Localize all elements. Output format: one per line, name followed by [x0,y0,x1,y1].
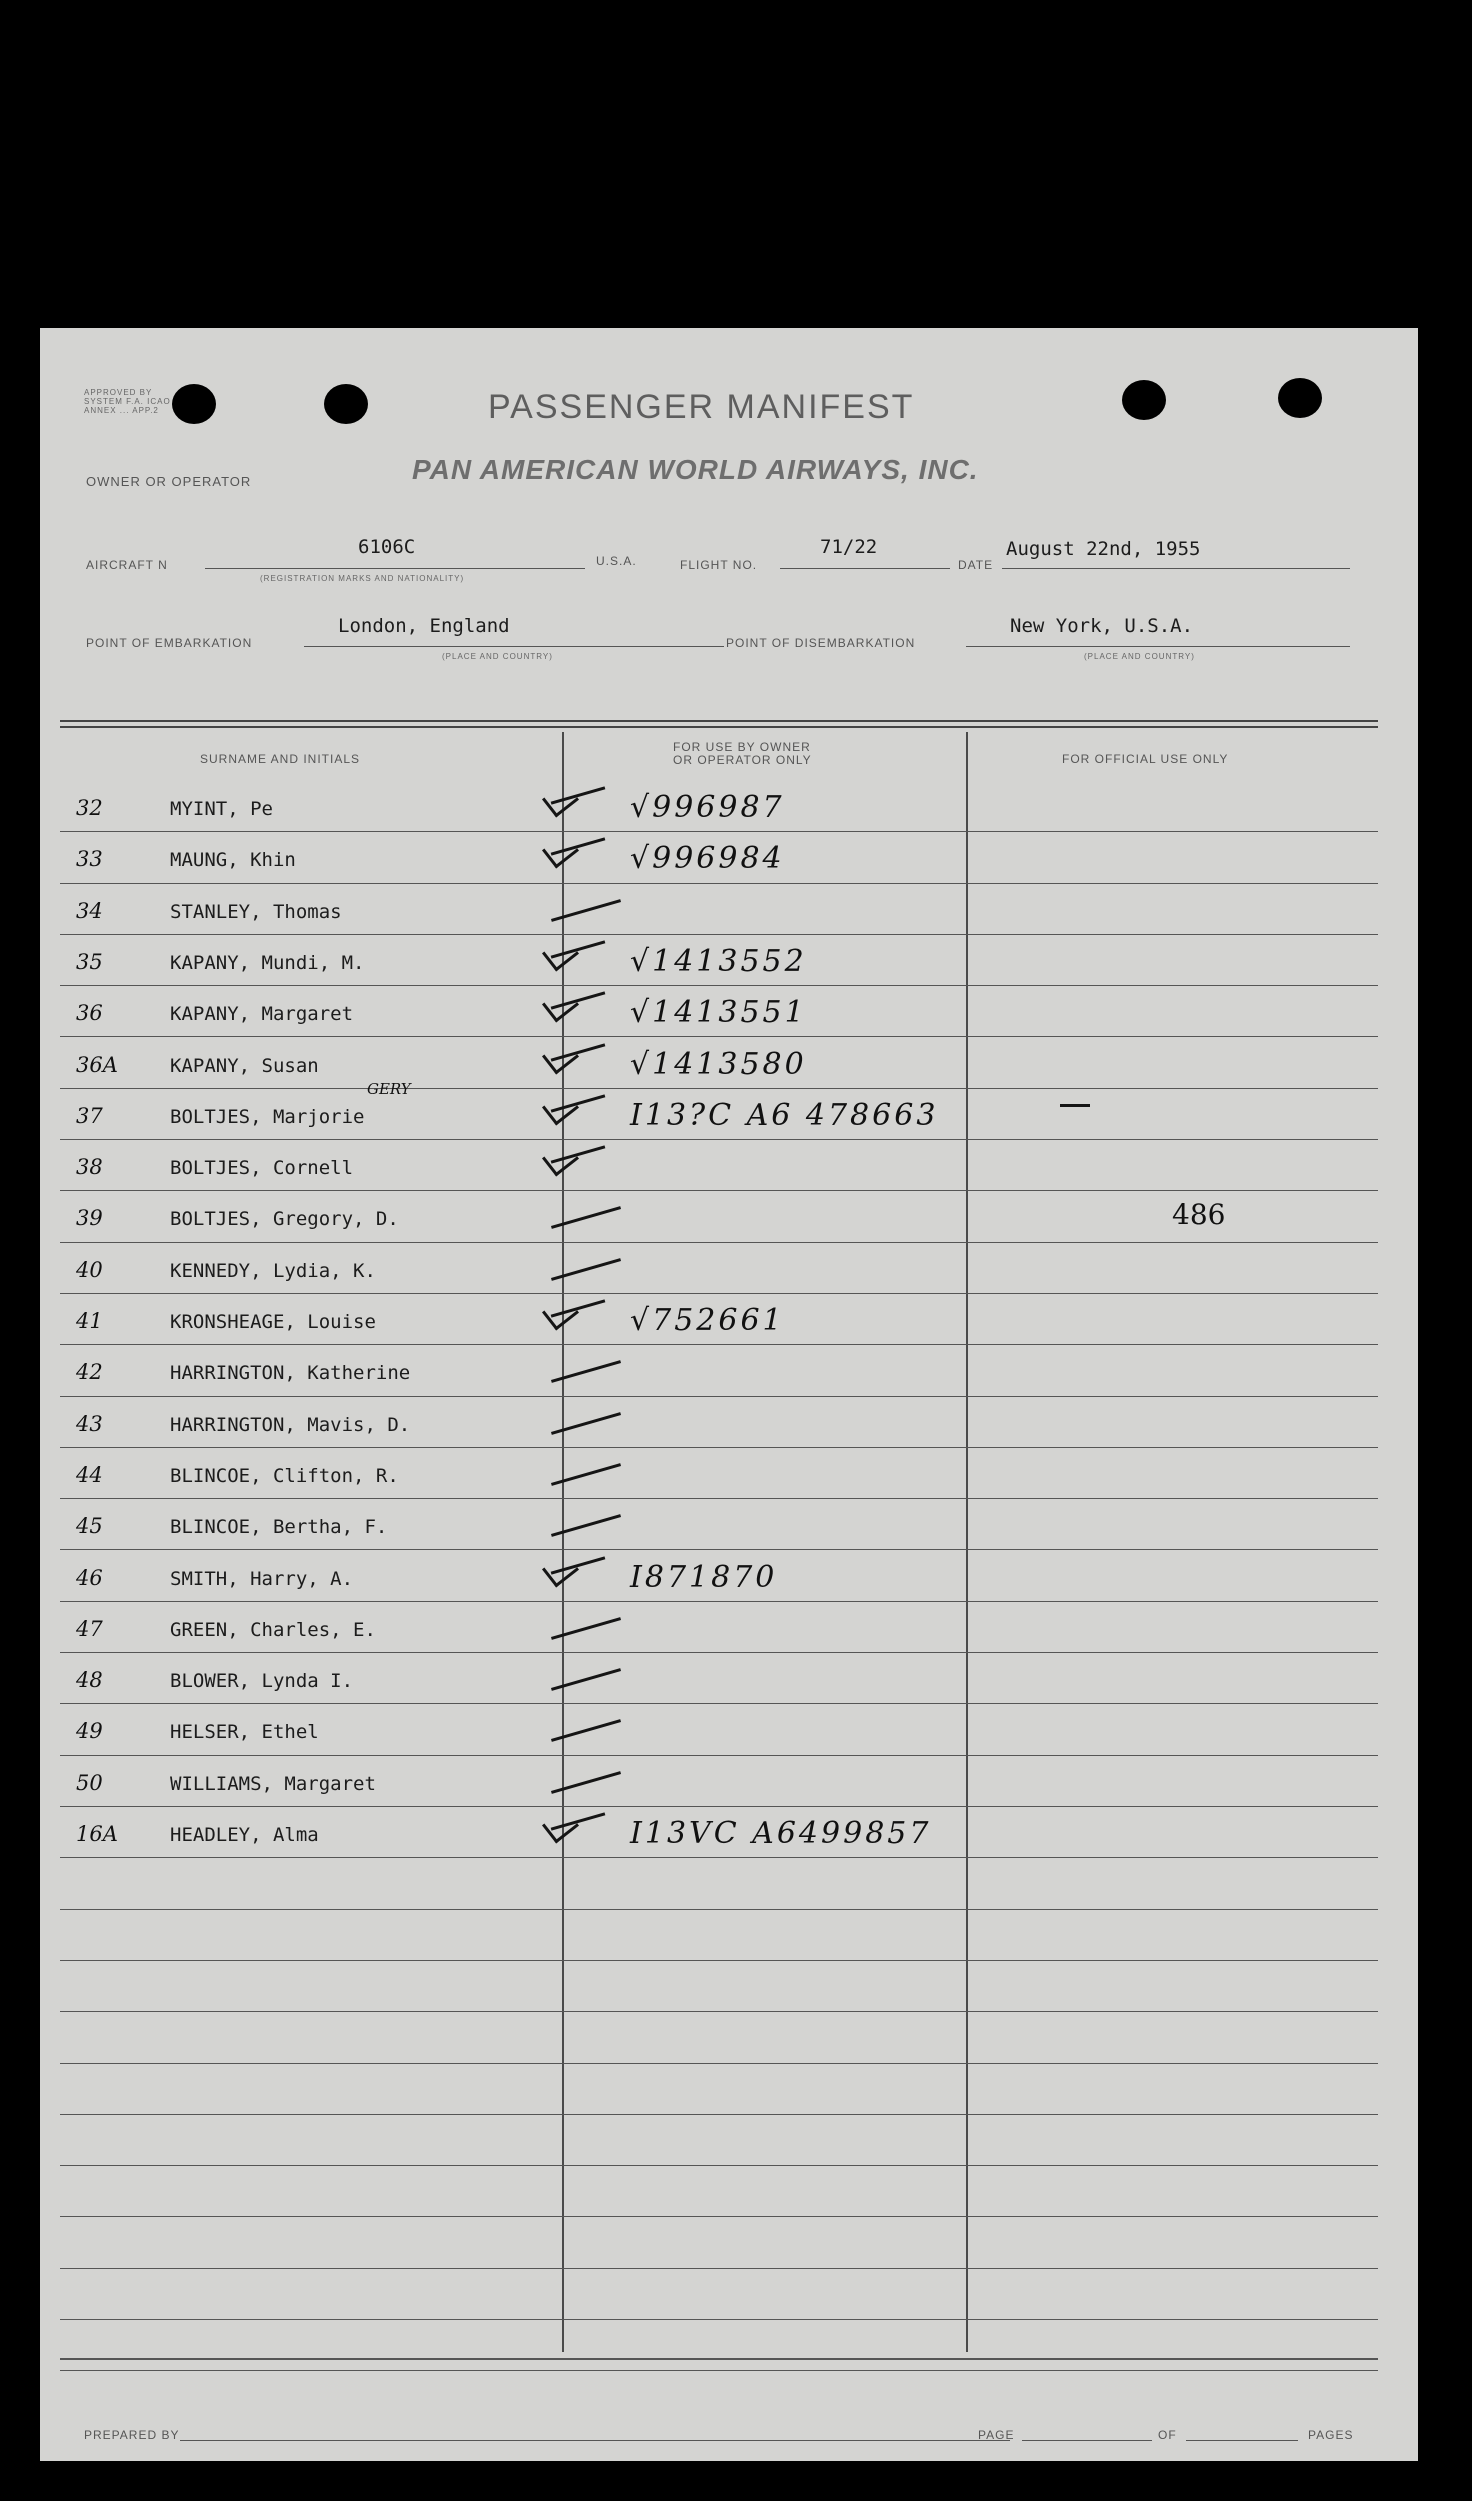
empty-row-rule [60,2063,1378,2064]
passenger-name: KAPANY, Margaret [170,1003,354,1026]
empty-row-rule [60,2114,1378,2115]
empty-row-rule [60,2165,1378,2166]
page-label: PAGE [978,2428,1015,2442]
passenger-name: HARRINGTON, Mavis, D. [170,1413,411,1436]
passenger-name: BLOWER, Lynda I. [170,1670,354,1693]
pen-dash [551,1617,621,1640]
row-rule [60,1139,1378,1140]
pen-dash [551,1360,621,1383]
column-header-official: FOR OFFICIAL USE ONLY [1062,752,1229,766]
pen-dash [551,1207,621,1230]
table-row [40,936,1418,987]
row-rule [60,1190,1378,1191]
row-number: 49 [76,1719,103,1744]
row-number: 38 [76,1155,103,1180]
table-row [40,1346,1418,1397]
official-note: 486 [1172,1198,1226,1232]
empty-row-rule [60,2216,1378,2217]
document-number: √752661 [630,1303,785,1338]
passenger-name: MAUNG, Khin [170,849,296,872]
table-row [40,1090,1418,1141]
row-number: 42 [76,1360,103,1385]
row-rule [60,1036,1378,1037]
document-number: √1413551 [630,995,807,1031]
table-row [40,1192,1418,1243]
row-number: 44 [76,1462,103,1487]
passenger-name: HARRINGTON, Katherine [170,1362,411,1385]
table-row [40,987,1418,1038]
row-rule [60,1396,1378,1397]
passenger-name: MYINT, Pe [170,798,273,820]
handwritten-annotation: GERY [367,1080,411,1098]
row-rule [60,1806,1378,1807]
owner-name: PAN AMERICAN WORLD AIRWAYS, INC. [412,454,979,485]
row-number: 36 [76,1001,103,1026]
table-row [40,1244,1418,1295]
row-rule [60,985,1378,986]
date-value: August 22nd, 1955 [1006,538,1201,560]
passenger-name: KAPANY, Mundi, M. [170,951,365,974]
document-number: √996987 [630,790,785,825]
prepared-by-label: PREPARED BY [84,2428,180,2442]
pen-dash [551,1412,621,1435]
row-number: 45 [76,1514,103,1539]
underline [1022,2440,1152,2441]
passenger-name: BOLTJES, Marjorie [170,1105,365,1128]
passenger-name: BOLTJES, Cornell [170,1157,354,1180]
passenger-name: KAPANY, Susan [170,1054,319,1077]
row-rule [60,1242,1378,1243]
approval-note: APPROVED BY SYSTEM F.A. ICAO ANNEX ... APP.2 [84,388,171,415]
pen-dash [551,1720,621,1743]
passenger-name: HELSER, Ethel [170,1721,319,1744]
passenger-name: BLINCOE, Bertha, F. [170,1516,388,1539]
document-number: I871870 [630,1559,778,1595]
table-row [40,1808,1418,1859]
pen-dash [551,1514,621,1537]
table-row [40,885,1418,936]
embarkation-value: London, England [338,615,510,637]
punch-hole [172,384,216,424]
punch-hole [1122,380,1166,420]
underline [304,646,724,647]
table-row [40,1039,1418,1090]
underline [1186,2440,1298,2441]
row-number: 41 [76,1309,103,1333]
punch-hole [324,384,368,424]
table-row [40,1654,1418,1705]
row-number: 46 [76,1565,103,1590]
pen-dash [551,1771,621,1794]
passenger-name: STANLEY, Thomas [170,900,342,923]
row-number: 39 [76,1206,103,1231]
empty-row-rule [60,1960,1378,1961]
passenger-name: BLINCOE, Clifton, R. [170,1464,399,1487]
document-number: √1413580 [630,1046,807,1082]
row-number: 40 [76,1257,103,1282]
disembarkation-value: New York, U.S.A. [1010,615,1194,637]
table-row [40,1398,1418,1449]
passenger-name: HEADLEY, Alma [170,1824,319,1846]
row-rule [60,883,1378,884]
row-rule [60,1652,1378,1653]
table-row [40,833,1418,884]
row-rule [60,1344,1378,1345]
table-row [40,1295,1418,1346]
row-rule [60,1088,1378,1089]
underline [205,568,585,569]
pen-dash [551,1463,621,1486]
row-rule [60,1601,1378,1602]
aircraft-number: 6106C [358,536,416,558]
place-caption: (PLACE AND COUNTRY) [442,652,553,661]
row-rule [60,1755,1378,1756]
column-header-surname: SURNAME AND INITIALS [200,752,361,766]
of-label: OF [1158,2428,1177,2442]
manifest-sheet [40,328,1418,2461]
usa-label: U.S.A. [596,554,637,568]
passenger-name: SMITH, Harry, A. [170,1567,354,1590]
passenger-name: WILLIAMS, Margaret [170,1772,376,1795]
row-rule [60,1293,1378,1294]
row-number: 34 [76,898,103,923]
page-title: PASSENGER MANIFEST [488,388,915,426]
pen-dash [551,1668,621,1691]
table-row [40,1449,1418,1500]
row-rule [60,934,1378,935]
table-row [40,1141,1418,1192]
disembarkation-label: POINT OF DISEMBARKATION [726,636,916,650]
column-header-owner-use: OR OPERATOR ONLY [673,753,812,767]
aircraft-label: AIRCRAFT N [86,558,168,572]
document-number: I13?C A6 478663 [630,1097,939,1133]
footer-rule [60,2358,1378,2360]
document-number: √1413552 [630,943,807,979]
document-number: I13VC A6499857 [630,1816,932,1851]
row-number: 32 [76,796,103,820]
empty-row-rule [60,2319,1378,2320]
embarkation-label: POINT OF EMBARKATION [86,636,253,650]
row-rule [60,1703,1378,1704]
passenger-name: GREEN, Charles, E. [170,1618,376,1641]
date-label: DATE [958,558,994,572]
underline [780,568,950,569]
row-number: 37 [76,1103,103,1128]
place-caption: (PLACE AND COUNTRY) [1084,652,1195,661]
table-row [40,1603,1418,1654]
flight-label: FLIGHT NO. [680,558,758,572]
pen-dash [551,899,621,922]
empty-row-rule [60,1909,1378,1910]
row-number: 47 [76,1616,103,1641]
underline [180,2440,1010,2441]
row-rule [60,1549,1378,1550]
underline [966,646,1350,647]
registration-caption: (REGISTRATION MARKS AND NATIONALITY) [260,574,465,583]
document-number: √996984 [630,841,785,877]
passenger-name: KRONSHEAGE, Louise [170,1311,376,1333]
table-row [40,1500,1418,1551]
row-number: 35 [76,949,103,974]
row-rule [60,1447,1378,1448]
passenger-name: KENNEDY, Lydia, K. [170,1259,376,1282]
table-row [40,1552,1418,1603]
pen-dash [551,1258,621,1281]
row-number: 36A [76,1052,118,1077]
row-number: 33 [76,847,103,872]
punch-hole [1278,378,1322,418]
flight-number: 71/22 [820,536,878,558]
underline [1002,568,1350,569]
table-top-rule [60,720,1378,722]
column-header-owner-use: FOR USE BY OWNER [673,740,811,754]
row-number: 50 [76,1770,103,1795]
pen-dash [1060,1104,1090,1107]
row-number: 48 [76,1668,103,1693]
row-rule [60,1498,1378,1499]
row-rule [60,1857,1378,1858]
row-number: 43 [76,1411,103,1436]
row-rule [60,831,1378,832]
empty-row-rule [60,2370,1378,2371]
empty-row-rule [60,2011,1378,2012]
table-top-rule [60,726,1378,728]
table-row [40,782,1418,833]
table-row [40,1757,1418,1808]
table-row [40,1705,1418,1756]
pages-label: PAGES [1308,2428,1354,2442]
owner-label: OWNER OR OPERATOR [86,474,252,489]
row-number: 16A [76,1822,118,1846]
passenger-name: BOLTJES, Gregory, D. [170,1208,399,1231]
empty-row-rule [60,2268,1378,2269]
